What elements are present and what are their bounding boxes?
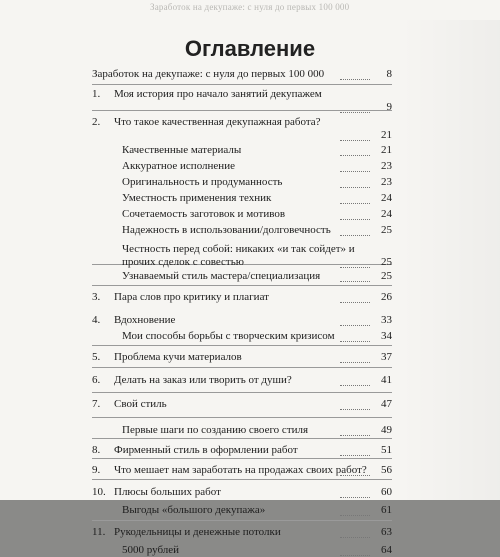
toc-entry-title: Проблема кучи материалов — [114, 351, 242, 363]
toc-page-number: 23 — [381, 160, 392, 172]
dot-leader — [340, 186, 370, 188]
toc-entry-number: 1. — [92, 88, 101, 100]
toc-entry-title: Надежность в использовании/долговечность — [122, 224, 331, 236]
toc-entry[interactable] — [92, 160, 392, 173]
toc-entry[interactable] — [92, 444, 392, 457]
toc-entry-number: 10. — [92, 486, 106, 498]
toc-page-number: 21 — [381, 144, 392, 156]
toc-entry[interactable] — [92, 270, 392, 283]
toc-entry-title: Оригинальность и продуманность — [122, 176, 283, 188]
toc-page-number: 25 — [381, 256, 392, 268]
toc-page-number: 8 — [386, 68, 392, 80]
toc-page-number: 60 — [381, 486, 392, 498]
page-shadow — [400, 20, 500, 500]
toc-entry[interactable] — [92, 116, 392, 142]
toc-entry-title: Что такое качественная декупажная работа? — [114, 116, 321, 128]
toc-entry-title: Сочетаемость заготовок и мотивов — [122, 208, 286, 220]
toc-entry[interactable] — [92, 314, 392, 327]
toc-entry-title: Качественные материалы — [122, 144, 242, 156]
toc-page-number: 49 — [381, 424, 392, 436]
toc-entry[interactable] — [92, 504, 392, 517]
toc-entry-title: Выгоды «большого декупажа» — [122, 504, 266, 516]
dot-leader — [340, 234, 370, 236]
toc-entry-title: Аккуратное исполнение — [122, 160, 235, 172]
section-divider — [92, 458, 392, 459]
dot-leader — [340, 384, 370, 386]
dot-leader — [340, 454, 370, 456]
toc-entry[interactable] — [92, 486, 392, 499]
toc-entry-title: Делать на заказ или творить от души? — [114, 374, 292, 386]
dot-leader — [340, 202, 370, 204]
toc-entry-number: 9. — [92, 464, 101, 476]
toc-entry[interactable] — [92, 144, 392, 157]
dot-leader — [340, 266, 370, 268]
toc-entry-title: Вдохновение — [114, 314, 176, 326]
section-divider — [92, 285, 392, 286]
toc-page-number: 9 — [386, 101, 392, 113]
section-divider — [92, 392, 392, 393]
toc-page-number: 61 — [381, 504, 392, 516]
toc-entry-title: Первые шаги по созданию своего стиля — [122, 424, 309, 436]
toc-entry-number: 5. — [92, 351, 101, 363]
dot-leader — [340, 170, 370, 172]
toc-entry[interactable] — [92, 424, 392, 437]
toc-page-number: 26 — [381, 291, 392, 303]
dot-leader — [340, 324, 370, 326]
toc-page-number: 21 — [381, 129, 392, 141]
toc-page-number: 33 — [381, 314, 392, 326]
toc-entry[interactable] — [92, 464, 392, 477]
toc-entry-title: Фирменный стиль в оформлении работ — [114, 444, 298, 456]
toc-entry-number: 4. — [92, 314, 101, 326]
dot-leader — [340, 514, 370, 516]
section-divider — [92, 479, 392, 480]
toc-page-number: 34 — [381, 330, 392, 342]
toc-entry-title: Плюсы больших работ — [114, 486, 221, 498]
toc-entry-title: Моя история про начало занятий декупажем — [114, 88, 322, 100]
toc-entry[interactable] — [92, 68, 392, 81]
toc-entry-title: Узнаваемый стиль мастера/специализация — [122, 270, 321, 282]
dot-leader — [340, 154, 370, 156]
dot-leader — [340, 536, 370, 538]
toc-entry-title: 5000 рублей — [122, 544, 180, 556]
toc-entry-number: 11. — [92, 526, 106, 538]
dot-leader — [340, 301, 370, 303]
toc-entry-title: Уместность применения техник — [122, 192, 272, 204]
toc-entry[interactable] — [92, 374, 392, 387]
dot-leader — [340, 434, 370, 436]
toc-page-number: 25 — [381, 224, 392, 236]
dot-leader — [340, 340, 370, 342]
toc-page-number: 63 — [381, 526, 392, 538]
toc-entry-title: Пара слов про критику и плагиат — [114, 291, 269, 303]
toc-page-number: 47 — [381, 398, 392, 410]
toc-page-number: 64 — [381, 544, 392, 556]
toc-page-number: 37 — [381, 351, 392, 363]
toc-entry-title: Мои способы борьбы с творческим кризисом — [122, 330, 335, 342]
toc-page-number: 51 — [381, 444, 392, 456]
toc-page-number: 23 — [381, 176, 392, 188]
toc-page-number: 24 — [381, 208, 392, 220]
toc-entry[interactable] — [92, 291, 392, 304]
toc-entry-number: 8. — [92, 444, 101, 456]
dot-leader — [340, 139, 370, 141]
dot-leader — [340, 554, 370, 556]
toc-entry-number: 2. — [92, 116, 101, 128]
toc-entry[interactable] — [92, 224, 392, 237]
toc-entry-number: 3. — [92, 291, 101, 303]
toc-entry-title: Свой стиль — [114, 398, 167, 410]
toc-entry[interactable] — [92, 398, 392, 411]
toc-entry-number: 6. — [92, 374, 101, 386]
section-divider — [92, 438, 392, 439]
dot-leader — [340, 78, 370, 80]
toc-page-number: 41 — [381, 374, 392, 386]
toc-page-number: 25 — [381, 270, 392, 282]
dot-leader — [340, 218, 370, 220]
toc-entry[interactable] — [92, 351, 392, 364]
dot-leader — [340, 280, 370, 282]
toc-entry-title: Что мешает нам заработать на продажах своих работ? — [114, 464, 367, 476]
section-divider — [92, 345, 392, 346]
dot-leader — [340, 111, 370, 113]
dot-leader — [340, 496, 370, 498]
header-bleed-text: Заработок на декупаже: с нуля до первых 100 000 — [150, 2, 350, 12]
toc-entry[interactable] — [92, 192, 392, 205]
toc-entry[interactable] — [92, 330, 392, 343]
toc-entry-number: 7. — [92, 398, 101, 410]
section-divider — [92, 367, 392, 368]
dot-leader — [340, 361, 370, 363]
page-title: Оглавление — [184, 36, 316, 61]
toc-entry[interactable] — [92, 544, 392, 557]
toc-entry[interactable] — [92, 526, 392, 539]
toc-entry[interactable] — [92, 176, 392, 189]
section-divider — [92, 84, 392, 85]
toc-entry-title: Рукодельницы и денежные потолки — [114, 526, 281, 538]
toc-entry-title: Честность перед собой: никаких «и так сойдет» и прочих сделок с совестью — [122, 243, 355, 268]
toc-page-number: 24 — [381, 192, 392, 204]
toc-entry[interactable] — [92, 208, 392, 221]
dot-leader — [340, 474, 370, 476]
toc-entry[interactable] — [92, 243, 392, 269]
section-divider — [92, 417, 392, 418]
toc-entry[interactable] — [92, 88, 392, 114]
toc-page-number: 56 — [381, 464, 392, 476]
dot-leader — [340, 408, 370, 410]
section-divider — [92, 520, 392, 521]
toc-entry-title: Заработок на декупаже: с нуля до первых 100 000 — [92, 68, 325, 80]
